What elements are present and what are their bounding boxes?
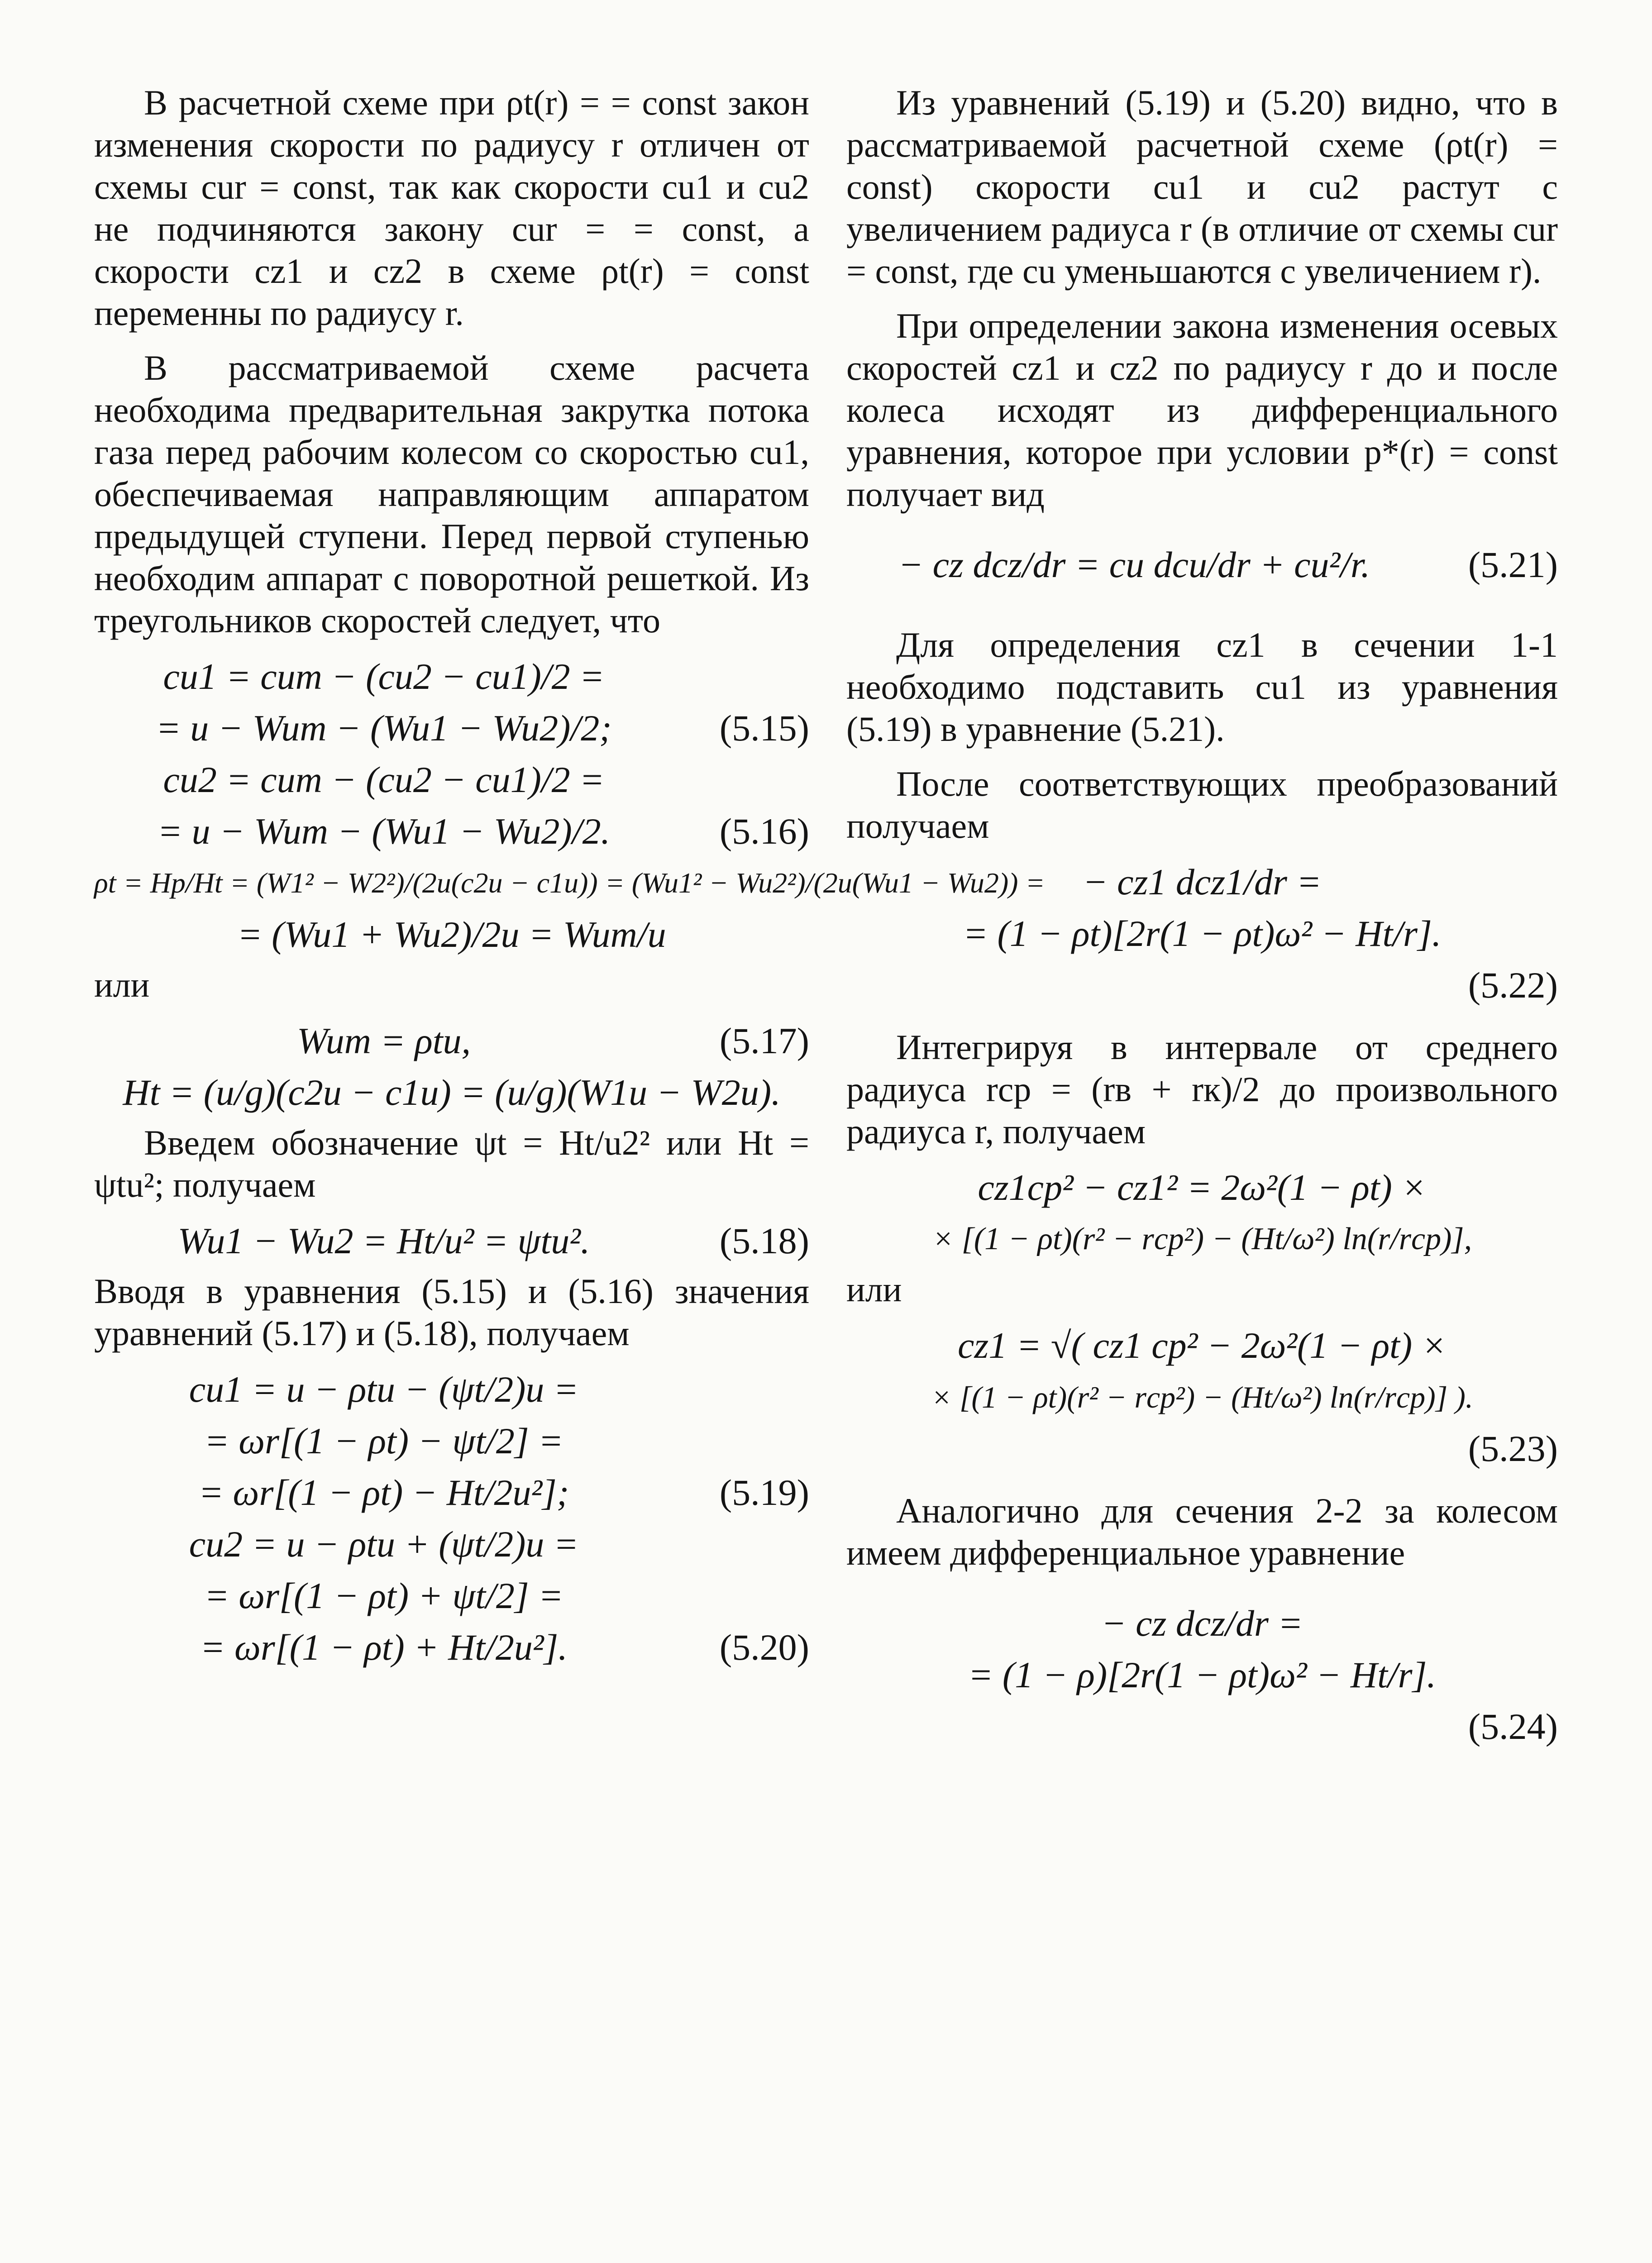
- equation-Ht: Ht = (u/g)(c2u − c1u) = (u/g)(W1u − W2u).: [123, 1072, 781, 1113]
- right-paragraph-6: Аналогично для сечения 2-2 за колесом имеем дифференциальное уравнение: [846, 1491, 1558, 1572]
- equation-5-24-line-1: − cz dcz/dr =: [1101, 1603, 1303, 1644]
- right-paragraph-5: Интегрируя в интервале от среднего радиуса rср = (rв + rк)/2 до произвольного радиуса r, получаем: [846, 1027, 1558, 1151]
- equation-5-19-line-2: = ωr[(1 − ρt) − ψt/2] =: [204, 1420, 563, 1461]
- equation-5-16-line-1: cu2 = cum − (cu2 − cu1)/2 =: [163, 759, 605, 800]
- or-label-1: или: [94, 965, 150, 1004]
- right-paragraph-1: Из уравнений (5.19) и (5.20) видно, что в рассматриваемой расчетной схеме (ρt(r) = const) скорости cu1 и cu2 растут с увеличением радиуса r (в отличие от схемы cur = const, где cu уменьшаются с увеличением r).: [846, 83, 1558, 291]
- right-paragraph-2: При определении закона изменения осевых скоростей cz1 и cz2 по радиусу r до и после колеса исходят из дифференциального уравнения, которое при условии p*(r) = const получает вид: [846, 306, 1558, 514]
- equation-number: (5.22): [1468, 964, 1558, 1006]
- equation-5-15-line-2: = u − Wum − (Wu1 − Wu2)/2; (5.15): [94, 706, 809, 751]
- equation-5-22-line-1: − cz1 dcz1/dr =: [1083, 861, 1322, 902]
- equation-number: (5.16): [719, 811, 809, 852]
- equation-number: (5.24): [1468, 1706, 1558, 1747]
- left-paragraph-2: В рассматриваемой схеме расчета необходима предварительная закрутка потока газа перед рабочим колесом со скоростью cu1, обеспечиваемая направляющим аппаратом предыдущей ступени. Перед первой ступенью необходим аппарат с поворотной решеткой. Из треугольников скоростей следует, что: [94, 348, 809, 640]
- equation-5-19-line-3: = ωr[(1 − ρt) − Ht/2u²]; (5.19): [94, 1470, 809, 1515]
- equation-rho-line-1: ρt = Hp/Ht = (W1² − W2²)/(2u(c2u − c1u)) = (Wu1² − Wu2²)/(2u(Wu1 − Wu2)) =: [94, 867, 1045, 899]
- equation-5-20-line-2: = ωr[(1 − ρt) + ψt/2] =: [204, 1575, 563, 1616]
- equation-integral-line-2: × [(1 − ρt)(r² − rср²) − (Ht/ω²) ln(r/rср)],: [932, 1222, 1472, 1256]
- equation-5-20-line-3: = ωr[(1 − ρt) + Ht/2u²]. (5.20): [94, 1625, 809, 1670]
- left-paragraph-1: В расчетной схеме при ρt(r) = = const закон изменения скорости по радиусу r отличен от схемы cur = const, так как скорости cu1 и cu2 не подчиняются закону cur = = const, а скорости cz1 и cz2 в схеме ρt(r) = const переменны по радиусу r.: [94, 83, 809, 333]
- equation-number: (5.23): [1468, 1428, 1558, 1469]
- equation-number: (5.21): [1468, 544, 1558, 585]
- equation-number: (5.18): [719, 1220, 809, 1261]
- equation-5-16-line-2: = u − Wum − (Wu1 − Wu2)/2. (5.16): [94, 809, 809, 854]
- equation-5-21: − cz dcz/dr = cu dcu/dr + cu²/r. (5.21): [846, 542, 1558, 587]
- left-paragraph-4: Вводя в уравнения (5.15) и (5.16) значения уравнений (5.17) и (5.18), получаем: [94, 1271, 809, 1353]
- equation-number: (5.19): [719, 1472, 809, 1513]
- equation-5-17: Wum = ρtu, (5.17): [94, 1018, 809, 1064]
- equation-5-20-line-1: cu2 = u − ρtu + (ψt/2)u =: [189, 1523, 579, 1565]
- right-paragraph-4: После соответствующих преобразований получаем: [846, 764, 1558, 845]
- equation-5-15-line-1: cu1 = cum − (cu2 − cu1)/2 =: [163, 656, 605, 697]
- equation-integral-line-1: cz1ср² − cz1² = 2ω²(1 − ρt) ×: [978, 1167, 1427, 1208]
- equation-number: (5.15): [719, 707, 809, 749]
- equation-rho-line-2: = (Wu1 + Wu2)/2u = Wum/u: [237, 914, 666, 955]
- equation-5-19-line-1: cu1 = u − ρtu − (ψt/2)u =: [189, 1369, 579, 1410]
- equation-5-23-line-2: × [(1 − ρt)(r² − rср²) − (Ht/ω²) ln(r/rср)] ).: [931, 1380, 1473, 1414]
- right-column: [846, 81, 1558, 1767]
- left-column: [94, 81, 1045, 1676]
- equation-5-23-line-1: cz1 = √( cz1 ср² − 2ω²(1 − ρt) ×: [958, 1325, 1447, 1366]
- equation-number: (5.20): [719, 1627, 809, 1668]
- left-paragraph-3: Введем обозначение ψt = Ht/u2² или Ht = ψtu²; получаем: [94, 1123, 809, 1204]
- equation-5-22-line-2: = (1 − ρt)[2r(1 − ρt)ω² − Ht/r].: [963, 913, 1442, 954]
- right-paragraph-3: Для определения cz1 в сечении 1-1 необходимо подставить cu1 из уравнения (5.19) в уравнение (5.21).: [846, 625, 1558, 749]
- equation-5-18: Wu1 − Wu2 = Ht/u² = ψtu². (5.18): [94, 1218, 809, 1264]
- equation-number: (5.17): [719, 1020, 809, 1061]
- equation-5-24-line-2: = (1 − ρ)[2r(1 − ρt)ω² − Ht/r].: [968, 1654, 1436, 1695]
- or-label-2: или: [846, 1270, 902, 1309]
